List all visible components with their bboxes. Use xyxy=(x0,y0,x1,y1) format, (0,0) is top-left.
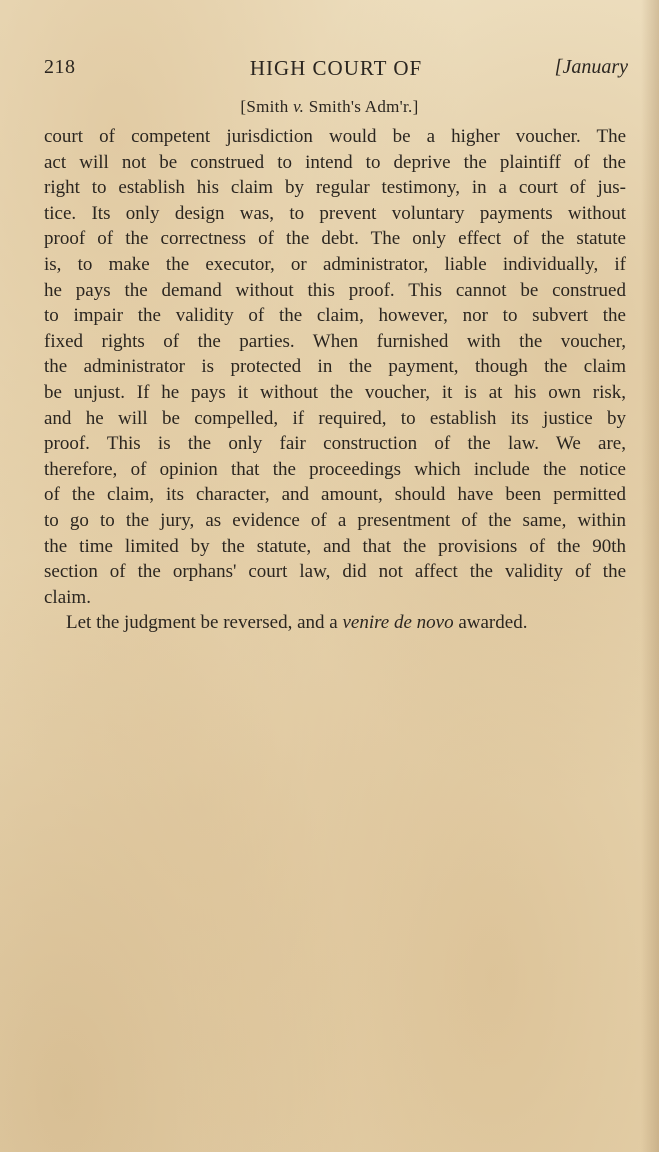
body-line: therefore, of opinion that the proceedings which include the notice xyxy=(44,458,626,480)
page-edge-shadow xyxy=(641,0,659,1152)
judgment-text-before: Let the judgment be reversed, and a xyxy=(66,612,343,634)
body-line: the time limited by the statute, and that the provisions of the 90th xyxy=(44,535,626,557)
judgment-text-italic: venire de novo xyxy=(342,612,454,634)
body-line: to impair the validity of the claim, however, nor to subvert the xyxy=(44,305,626,327)
judgment-line xyxy=(44,610,626,636)
body-line: claim. xyxy=(44,586,91,608)
running-title: HIGH COURT OF xyxy=(249,56,423,80)
case-caption xyxy=(0,97,659,117)
body-line: tice. Its only design was, to prevent voluntary payments without xyxy=(44,202,626,224)
body-line: right to establish his claim by regular testimony, in a court of jus- xyxy=(44,177,626,199)
body-line: to go to the jury, as evidence of a presentment of the same, within xyxy=(44,509,626,531)
judgment-text-after: awarded. xyxy=(453,612,528,634)
body-line: of the claim, its character, and amount, should have been permitted xyxy=(44,484,626,506)
case-caption-close: Smith's Adm'r.] xyxy=(304,97,419,116)
case-caption-open: [Smith xyxy=(240,97,294,116)
running-header xyxy=(44,56,628,86)
body-line: proof of the correctness of the debt. The only effect of the statute xyxy=(44,228,626,250)
body-line: he pays the demand without this proof. This cannot be construed xyxy=(44,279,626,301)
body-line: is, to make the executor, or administrator, liable individually, if xyxy=(44,253,626,275)
body-line: the administrator is protected in the payment, though the claim xyxy=(44,356,626,378)
page-number: 218 xyxy=(44,56,76,78)
case-caption-versus: v. xyxy=(293,97,305,116)
body-line: section of the orphans' court law, did not affect the validity of the xyxy=(44,561,626,583)
opinion-text xyxy=(44,124,626,636)
running-month: [January xyxy=(554,56,628,78)
body-line: court of competent jurisdiction would be a higher voucher. The xyxy=(44,126,626,147)
body-line: fixed rights of the parties. When furnished with the voucher, xyxy=(44,330,626,352)
body-line: proof. This is the only fair construction of the law. We are, xyxy=(44,433,626,455)
body-line: act will not be construed to intend to deprive the plaintiff of the xyxy=(44,151,626,173)
body-line: be unjust. If he pays it without the voucher, it is at his own risk, xyxy=(44,381,626,403)
body-line: and he will be compelled, if required, to establish its justice by xyxy=(44,407,626,429)
